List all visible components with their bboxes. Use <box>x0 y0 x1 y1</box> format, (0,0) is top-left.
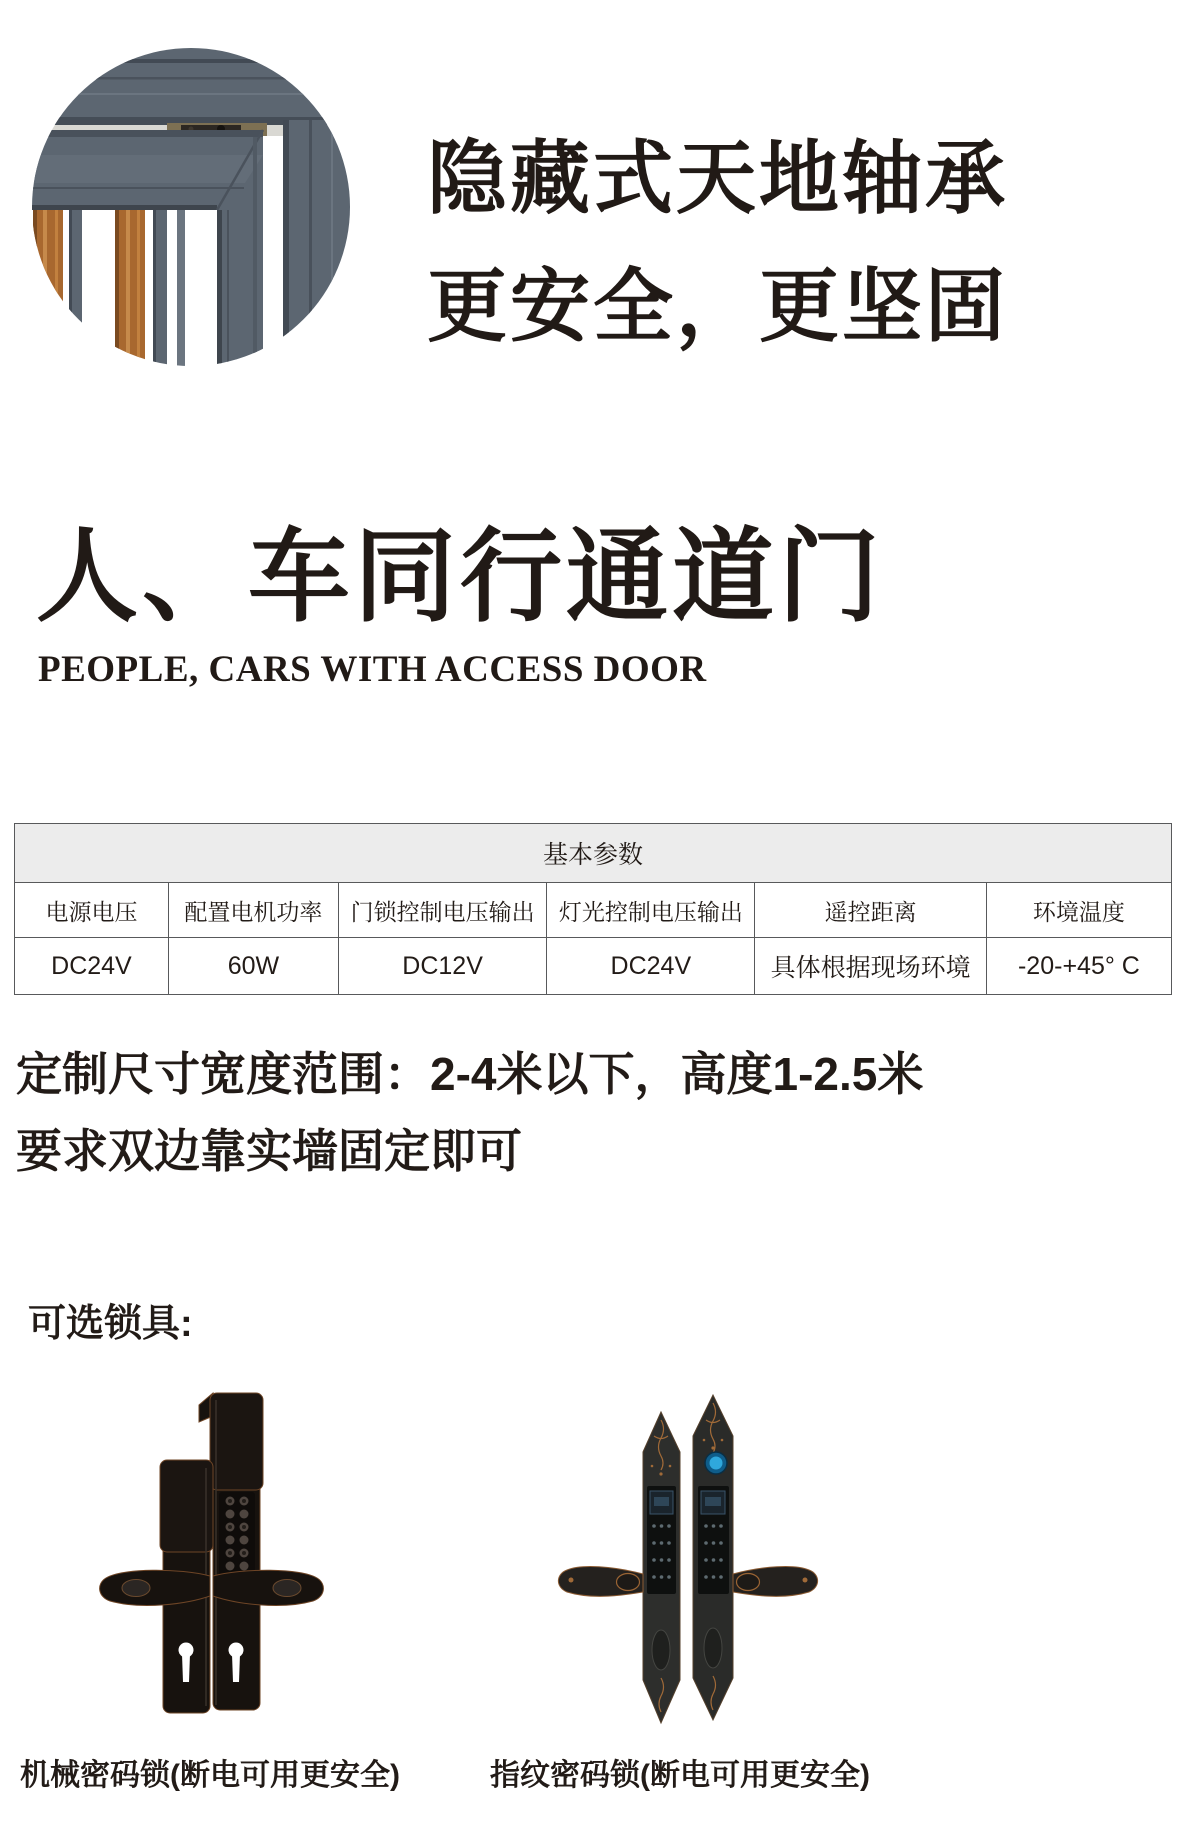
spec-col-remote-distance: 遥控距离 <box>755 883 986 938</box>
hero-headline-line1: 隐藏式天地轴承 <box>427 136 1008 224</box>
fingerprint-code-lock-photo <box>525 1378 865 1778</box>
spec-col-lock-voltage-output: 门锁控制电压输出 <box>338 883 546 938</box>
custom-size-line2: 要求双边靠实墙固定即可 <box>16 1125 522 1177</box>
lock-caption-fingerprint: 指纹密码锁(断电可用更安全) <box>490 1759 870 1792</box>
spec-col-power-voltage: 电源电压 <box>15 883 169 938</box>
spec-value-ambient-temperature: -20-+45° C <box>986 938 1171 995</box>
locks-heading: 可选锁具: <box>28 1303 193 1345</box>
spec-col-motor-power: 配置电机功率 <box>168 883 338 938</box>
spec-table <box>14 823 1172 995</box>
custom-size-line1: 定制尺寸宽度范围：2-4米以下，高度1-2.5米 <box>16 1048 924 1100</box>
spec-col-ambient-temperature: 环境温度 <box>986 883 1171 938</box>
lock-caption-mechanical: 机械密码锁(断电可用更安全) <box>20 1759 400 1792</box>
hero-headline-line2: 更安全，更坚固 <box>427 264 1008 352</box>
spec-value-lock-voltage-output: DC12V <box>338 938 546 995</box>
page-subtitle: PEOPLE, CARS WITH ACCESS DOOR <box>38 649 707 690</box>
mechanical-code-lock-photo <box>92 1380 332 1780</box>
hero-headline <box>427 116 1008 372</box>
spec-value-power-voltage: DC24V <box>15 938 169 995</box>
door-frame-photo <box>31 47 351 367</box>
custom-size-note <box>16 1036 923 1190</box>
spec-col-light-voltage-output: 灯光控制电压输出 <box>547 883 755 938</box>
spec-value-light-voltage-output: DC24V <box>547 938 755 995</box>
spec-value-motor-power: 60W <box>168 938 338 995</box>
page-title: 人、车同行通道门 <box>36 522 884 635</box>
spec-table-title: 基本参数 <box>15 824 1172 883</box>
spec-value-remote-distance: 具体根据现场环境 <box>755 938 986 995</box>
